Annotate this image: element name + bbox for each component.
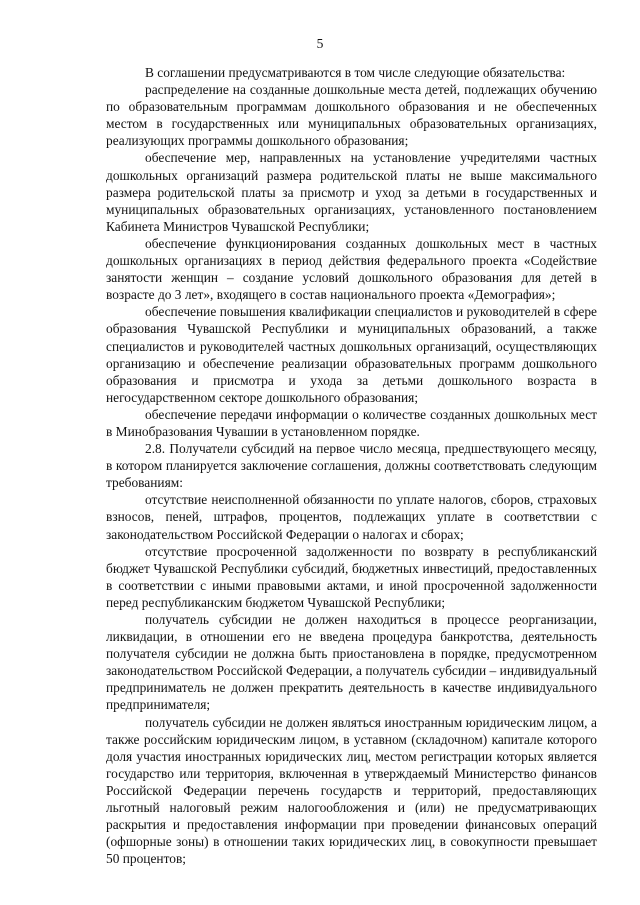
document-body	[106, 64, 597, 867]
paragraph: обеспечение повышения квалификации специалистов и руководителей в сфере образования Чувашской Республики и муниципальных образований, а также специалистов и руководителей частных дошкольных организаций, осуществляющих организацию и обеспечение реализации образовательных программ дошкольного образования и присмотра и ухода за детьми дошкольного возраста в негосударственном секторе дошкольного образования;	[106, 304, 597, 405]
paragraph: обеспечение передачи информации о количестве созданных дошкольных мест в Минобразования Чувашии в установленном порядке.	[106, 406, 597, 439]
paragraph: получатель субсидии не должен находиться в процессе реорганизации, ликвидации, в отношении его не введена процедура банкротства, деятельность получателя субсидии не должна быть приостановлена в порядке, предусмотренном законодательством Российской Федерации, а получатель субсидии – индивидуальный предприниматель не должен прекратить деятельность в качестве индивидуального предпринимателя;	[106, 612, 597, 713]
paragraph: обеспечение мер, направленных на установление учредителями частных дошкольных организаций размера родительской платы не выше максимального размера родительской платы за присмотр и уход за детьми в государственных и муниципальных образовательных организациях, установленного постановлением Кабинета Министров Чувашской Республики;	[106, 150, 597, 234]
paragraph: В соглашении предусматриваются в том числе следующие обязательства:	[145, 65, 566, 80]
paragraph: распределение на созданные дошкольные места детей, подлежащих обучению по образовательным программам дошкольного образования и не обеспеченных местом в государственных или муниципальных образовательных организациях, реализующих программы дошкольного образования;	[106, 82, 597, 149]
paragraph: обеспечение функционирования созданных дошкольных мест в частных дошкольных организациях в период действия федерального проекта «Содействие занятости женщин – создание условий дошкольного образования для детей в возрасте до 3 лет», входящего в состав национального проекта «Демография»;	[106, 235, 597, 303]
paragraph: отсутствие просроченной задолженности по возврату в республиканский бюджет Чувашской Республики субсидий, бюджетных инвестиций, предоставленных в соответствии с иными правовыми актами, и иной просроченной задолженности перед республиканским бюджетом Чувашской Республики;	[106, 543, 597, 610]
paragraph: получатель субсидии не должен являться иностранным юридическим лицом, а также российским юридическим лицом, в уставном (складочном) капитале которого доля участия иностранных юридических лиц, местом регистрации которых является государство или территория, включенная в утверждаемый Министерство финансов Российской Федерации перечень государств и территорий, предоставляющих льготный налоговый режим налогообложения и (или) не предусматривающих раскрытия и предоставления информации при проведении финансовых операций (офшорные зоны) в отношении таких юридических лиц, в совокупности превышает 50 процентов;	[106, 714, 597, 867]
page-number: 5	[316, 36, 324, 51]
paragraph: отсутствие неисполненной обязанности по уплате налогов, сборов, страховых взносов, пеней, штрафов, процентов, подлежащих уплате в соответствии с законодательством Российской Федерации о налогах и сборах;	[106, 492, 597, 542]
paragraph: 2.8. Получатели субсидий на первое число месяца, предшествующего месяцу, в котором планируется заключение соглашения, должны соответствовать следующим требованиям:	[106, 441, 597, 491]
